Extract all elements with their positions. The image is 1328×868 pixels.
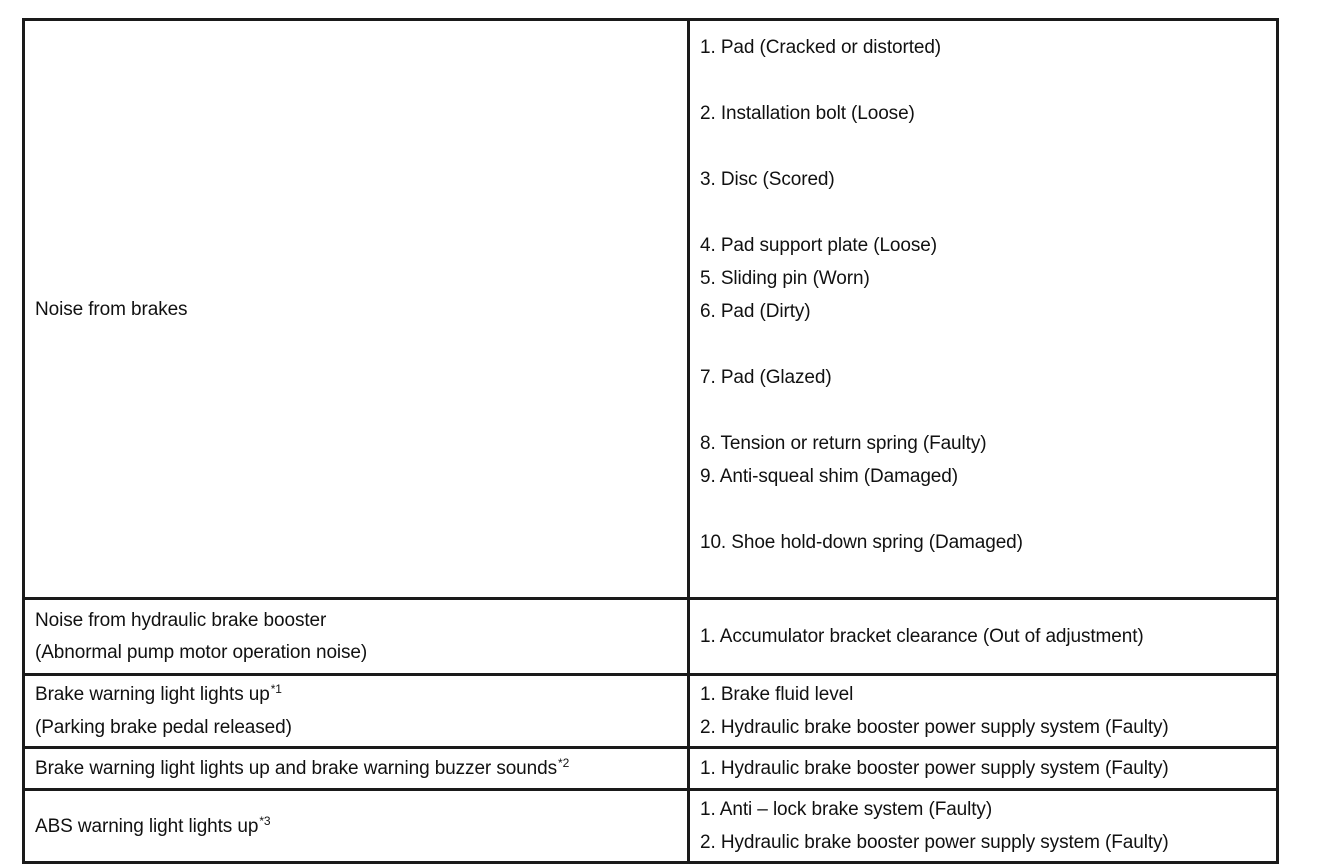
- cause-cell: [689, 20, 1278, 599]
- spacer: [700, 328, 1266, 361]
- symptom-cell: [24, 20, 689, 599]
- table-row: [24, 599, 1278, 675]
- spacer: [700, 394, 1266, 427]
- cause-cell: [689, 790, 1278, 863]
- spacer: [700, 130, 1266, 163]
- cause-cell: [689, 675, 1278, 748]
- troubleshooting-table: [22, 18, 1279, 864]
- cause-item: 1. Pad (Cracked or distorted): [700, 37, 942, 58]
- footnote-marker: *2: [558, 756, 570, 770]
- footnote-marker: *1: [270, 682, 282, 696]
- cause-item: 2. Hydraulic brake booster power supply system (Faulty): [700, 832, 1169, 853]
- cause-item: 2. Hydraulic brake booster power supply system (Faulty): [700, 717, 1169, 738]
- table-row: [24, 675, 1278, 748]
- symptom-main-text: ABS warning light lights up: [35, 815, 259, 837]
- symptom-text: [35, 810, 677, 843]
- cause-item: 1. Hydraulic brake booster power supply system (Faulty): [700, 758, 1169, 779]
- cause-item: 5. Sliding pin (Worn): [700, 268, 870, 289]
- symptom-cell: [24, 599, 689, 675]
- symptom-text: [35, 752, 677, 785]
- symptom-text: (Parking brake pedal released): [35, 717, 292, 738]
- symptom-main-text: Brake warning light lights up and brake warning buzzer sounds: [35, 758, 557, 779]
- cause-item: 9. Anti-squeal shim (Damaged): [700, 466, 958, 487]
- cause-cell: [689, 599, 1278, 675]
- cause-item: 2. Installation bolt (Loose): [700, 103, 915, 124]
- cause-item: 6. Pad (Dirty): [700, 301, 811, 322]
- symptom-text: (Abnormal pump motor operation noise): [35, 641, 368, 663]
- cause-cell: [689, 748, 1278, 790]
- cause-item: 10. Shoe hold-down spring (Damaged): [700, 532, 1023, 553]
- symptom-text: Noise from hydraulic brake booster: [35, 609, 327, 631]
- cause-item: 7. Pad (Glazed): [700, 367, 832, 388]
- cause-item: 4. Pad support plate (Loose): [700, 235, 937, 256]
- footnote-marker: *3: [259, 813, 271, 828]
- cause-item: 8. Tension or return spring (Faulty): [700, 433, 987, 454]
- cause-item: 3. Disc (Scored): [700, 169, 835, 190]
- spacer: [700, 196, 1266, 229]
- spacer: [700, 493, 1266, 526]
- symptom-cell: [24, 675, 689, 748]
- cause-item: 1. Anti – lock brake system (Faulty): [700, 799, 993, 820]
- symptom-main-text: Brake warning light lights up: [35, 684, 270, 705]
- symptom-cell: [24, 790, 689, 863]
- symptom-text: Noise from brakes: [35, 298, 188, 320]
- cause-item: 1. Accumulator bracket clearance (Out of adjustment): [700, 626, 1144, 647]
- spacer: [700, 64, 1266, 97]
- symptom-cell: [24, 748, 689, 790]
- table-row: [24, 790, 1278, 863]
- table-row: [24, 748, 1278, 790]
- table-row: [24, 20, 1278, 599]
- symptom-text: [35, 678, 677, 711]
- cause-item: 1. Brake fluid level: [700, 684, 854, 705]
